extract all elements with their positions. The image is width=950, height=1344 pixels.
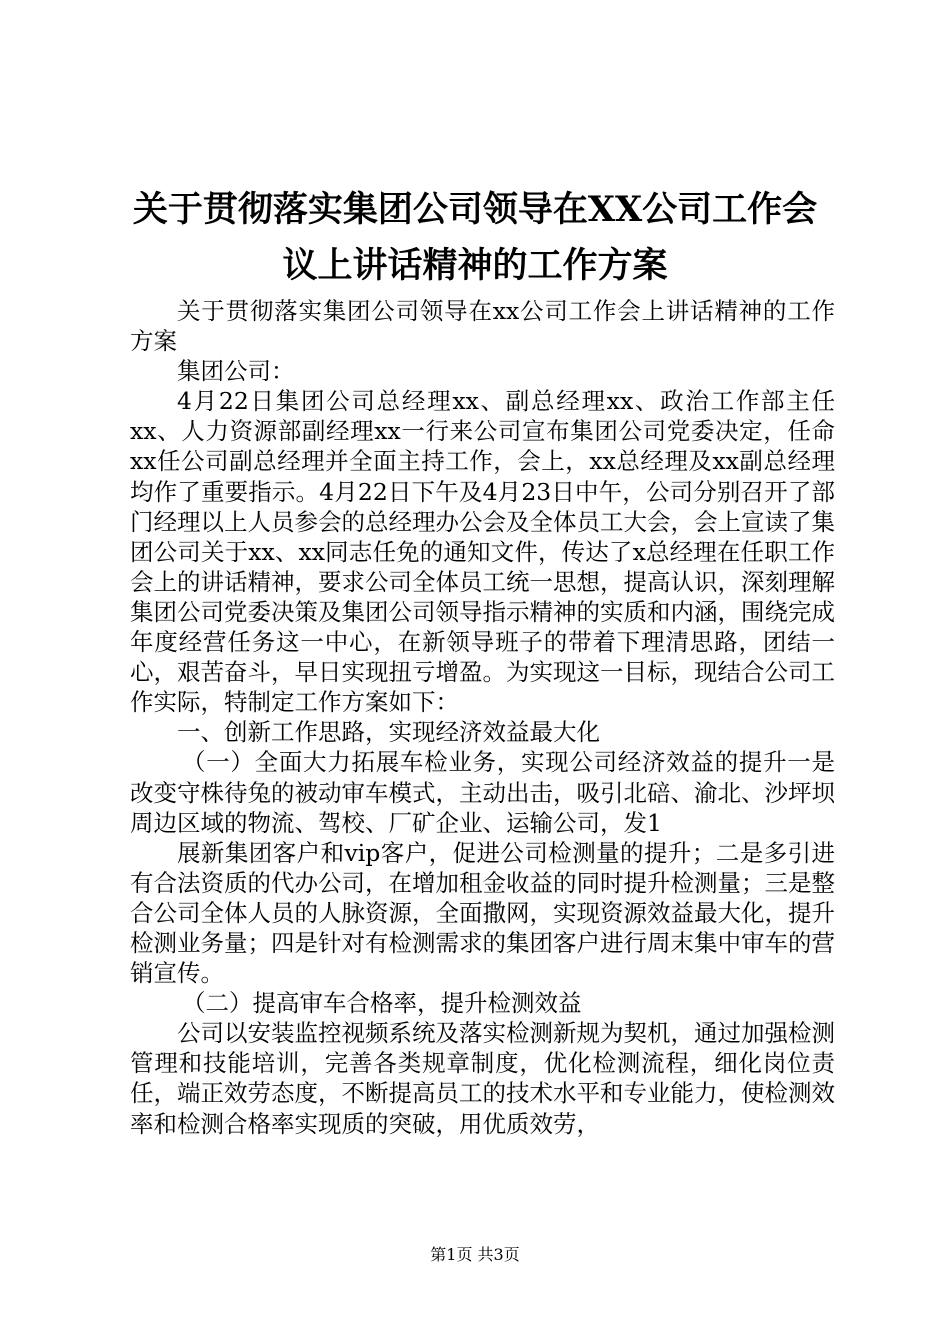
body-paragraph: 4月22日集团公司总经理xx、副总经理xx、政治工作部主任xx、人力资源部副经理xx一行来公司宣布集团公司党委决定，任命xx任公司副总经理并全面主持工作，会上，xx总经理及xx副总经理均作了重要指示。4月22日下午及4月23日中午，公司分别召开了部门经理以上人员参会的总经理办公会及全体员工大会，会上宣读了集团公司关于xx、xx同志任免的通知文件，传达了x总经理在任职工作会上的讲话精神，要求公司全体员工统一思想，提高认识，深刻理解集团公司党委决策及集团公司领导指示精神的实质和内涵，围绕完成年度经营任务这一中心，在新领导班子的带着下理清思路，团结一心，艰苦奋斗，早日实现扭亏增盈。为实现这一目标，现结合公司工作实际，特制定工作方案如下： bbox=[130, 387, 835, 717]
salutation-paragraph: 集团公司： bbox=[177, 357, 295, 386]
document-body bbox=[130, 296, 835, 1139]
body-paragraph: （一）全面大力拓展车检业务，实现公司经济效益的提升一是改变守株待兔的被动审车模式，主动出击，吸引北碚、渝北、沙坪坝周边区域的物流、驾校、厂矿企业、运输公司，发1 bbox=[130, 748, 835, 837]
document-title-line-1: 关于贯彻落实集团公司领导在XX公司工作会 bbox=[132, 189, 818, 230]
subsection-heading: （二）提高审车合格率，提升检测效益 bbox=[182, 989, 582, 1018]
body-paragraph: 公司以安装监控视频系统及落实检测新规为契机，通过加强检测管理和技能培训，完善各类规章制度，优化检测流程，细化岗位责任，端正效劳态度，不断提高员工的技术水平和专业能力，使检测效率和检测合格率实现质的突破，用优质效劳， bbox=[130, 1019, 835, 1138]
body-paragraph: 展新集团客户和vip客户，促进公司检测量的提升；二是多引进有合法资质的代办公司，在增加租金收益的同时提升检测量；三是整合公司全体人员的人脉资源，全面撒网，实现资源效益最大化，提升检测业务量；四是针对有检测需求的集团客户进行周末集中审车的营销宣传。 bbox=[130, 838, 835, 988]
subtitle-paragraph: 关于贯彻落实集团公司领导在xx公司工作会上讲话精神的工作方案 bbox=[130, 297, 835, 356]
page-footer: 第1页 共3页 bbox=[430, 1245, 520, 1264]
section-heading: 一、创新工作思路，实现经济效益最大化 bbox=[177, 718, 600, 747]
document-title-line-2: 议上讲话精神的工作方案 bbox=[282, 245, 668, 286]
